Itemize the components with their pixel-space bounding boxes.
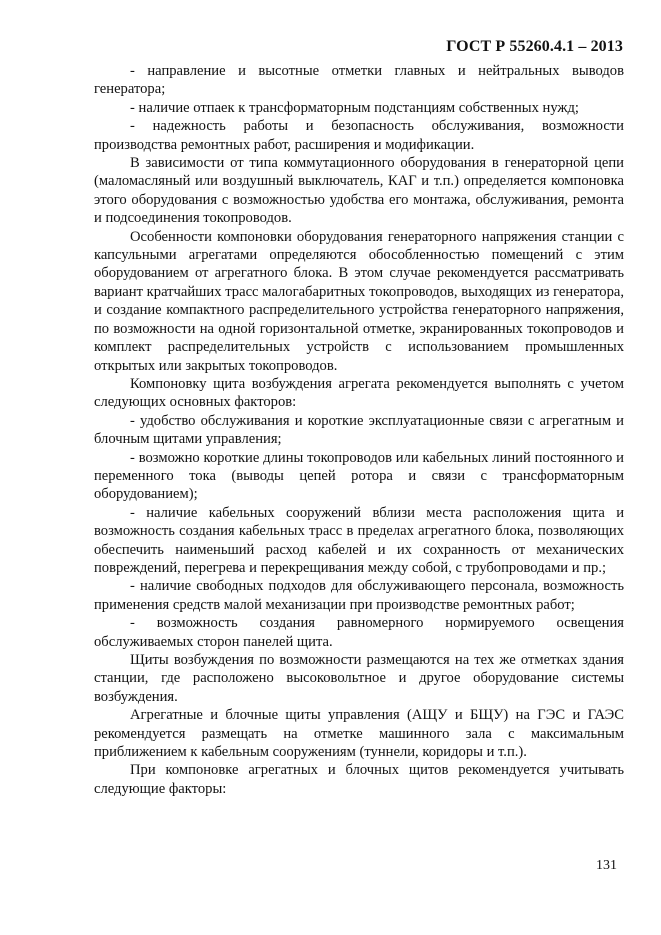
document-body	[94, 62, 624, 798]
paragraph: - надежность работы и безопасность обслуживания, возможности производства ремонтных работ, расширения и модификации.	[94, 118, 624, 153]
paragraph: - наличие отпаек к трансформаторным подстанциям собственных нужд;	[130, 99, 579, 116]
paragraph: Щиты возбуждения по возможности размещаются на тех же отметках здания станции, где расположено высоковольтное и другое оборудование системы возбуждения.	[94, 652, 624, 705]
paragraph: При компоновке агрегатных и блочных щитов рекомендуется учитывать следующие факторы:	[94, 762, 624, 797]
paragraph: Особенности компоновки оборудования генераторного напряжения станции с капсульными агрегатами определяются обособленностью помещений с этим оборудованием от агрегатного блока. В этом случае рекомендуется рассматривать вариант кратчайших трасс малогабаритных токопроводов, выходящих из генератора, и создание компактного распределительного устройства генераторного напряжения, по возможности на одной горизонтальной отметке, экранированных токопроводов и комплект распределительных устройств с использованием промышленных открытых или закрытых токопроводов.	[94, 228, 624, 374]
paragraph: - наличие свободных подходов для обслуживающего персонала, возможность применения средств малой механизации при производстве ремонтных работ;	[94, 578, 624, 613]
paragraph: - наличие кабельных сооружений вблизи места расположения щита и возможность создания кабельных трасс в пределах агрегатного блока, позволяющих обеспечить наименьший расход кабелей и их сохранность от механических повреждений, перегрева и перекрещивания между собой, с трубопроводами и пр.;	[94, 504, 624, 576]
paragraph: - направление и высотные отметки главных и нейтральных выводов генератора;	[94, 63, 624, 98]
page-number: 131	[596, 858, 617, 873]
paragraph: Агрегатные и блочные щиты управления (АЩУ и БЩУ) на ГЭС и ГАЭС рекомендуется размещать на отметке машинного зала с максимальным приближением к кабельным сооружениям (туннели, коридоры и т.п.).	[94, 707, 624, 761]
paragraph: - возможно короткие длины токопроводов или кабельных линий постоянного и переменного тока (выводы цепей ротора и связи с трансформаторным оборудованием);	[94, 449, 624, 503]
paragraph: - удобство обслуживания и короткие эксплуатационные связи с агрегатным и блочным щитами управления;	[94, 412, 624, 448]
document-header: ГОСТ Р 55260.4.1 – 2013	[446, 38, 623, 55]
paragraph: - возможность создания равномерного нормируемого освещения обслуживаемых сторон панелей щита.	[94, 615, 624, 650]
paragraph: В зависимости от типа коммутационного оборудования в генераторной цепи (маломасляный или воздушный выключатель, КАГ и т.п.) определяется компоновка этого оборудования с возможностью удобства его монтажа, обслуживания, ремонта и подсоединения токопроводов.	[94, 155, 624, 227]
paragraph: Компоновку щита возбуждения агрегата рекомендуется выполнять с учетом следующих основных факторов:	[94, 375, 624, 411]
